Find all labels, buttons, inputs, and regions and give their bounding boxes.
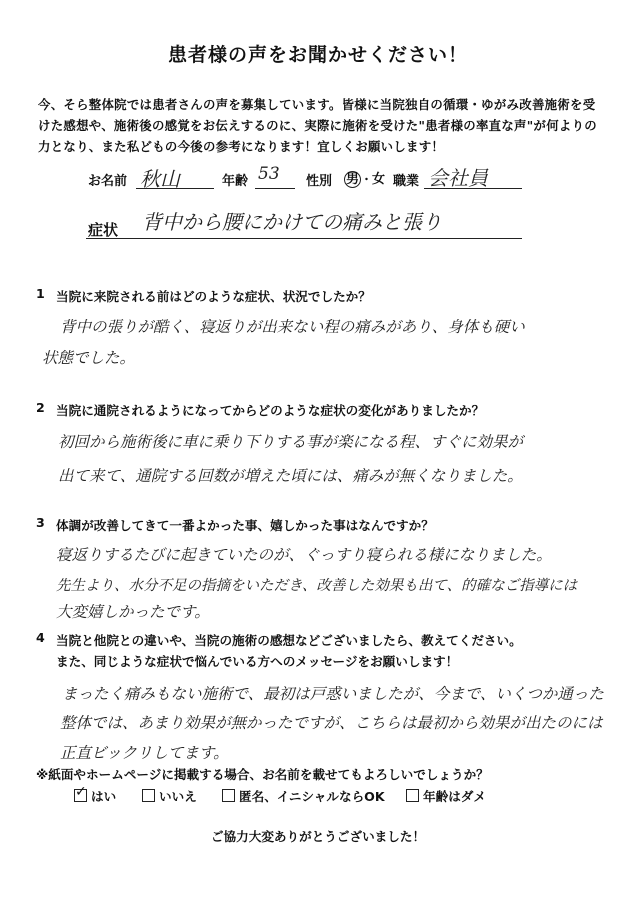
footer-thanks: ご協力大変ありがとうございました！	[210, 829, 426, 844]
q4-text: 当院と他院との違いや、当院の施術の感想などございましたら、教えてください。	[56, 633, 522, 648]
q2-number: 2	[36, 400, 45, 415]
q4-answer-line-2: 整体では、あまり効果が無かったですが、こちらは最初から効果が出たのには	[60, 714, 603, 732]
q4-answer-line-3: 正直ビックリしてます。	[60, 744, 229, 762]
q1-answer-line-2: 状態でした。	[42, 349, 136, 367]
job-value: 会社員	[428, 166, 488, 190]
consent-question: ※紙面やホームページに掲載する場合、お名前を載せてもよろしいでしょうか？	[36, 767, 489, 782]
q3-number: 3	[36, 515, 45, 530]
q2-answer-line-2: 出て来て、通院する回数が増えた頃には、痛みが無くなりました。	[58, 467, 523, 485]
symptom-underline	[86, 238, 522, 239]
consent-option-yes[interactable]: ✓ はい	[75, 784, 117, 804]
q3-answer-line-2: 先生より、水分不足の指摘をいただき、改善した効果も出て、的確なご指導には	[56, 578, 578, 594]
page-title: 患者様の声をお聞かせください！	[167, 44, 468, 66]
q2-text: 当院に通院されるようになってからどのような症状の変化がありましたか？	[56, 403, 485, 418]
q2-answer-line-1: 初回から施術後に車に乗り下りする事が楽になる程、すぐに効果が	[58, 433, 524, 451]
q3-answer-line-3: 大変嬉しかったです。	[56, 603, 210, 621]
job-underline	[424, 188, 522, 189]
sex-male-option: 男	[345, 172, 359, 187]
checkbox-yes[interactable]	[74, 784, 87, 802]
q4-number: 4	[36, 630, 45, 645]
age-value: 53	[258, 164, 280, 184]
checkbox-no[interactable]	[142, 789, 155, 802]
consent-option-no[interactable]: いいえ	[142, 786, 197, 805]
q3-answer-line-1: 寝返りするたびに起きていたのが、ぐっすり寝られる様になりました。	[56, 546, 552, 564]
q1-text: 当院に来院される前はどのような症状、状況でしたか？	[56, 289, 371, 304]
intro-text: 今、そら整体院では患者さんの声を募集しています。皆様に当院独自の循環・ゆがみ改善施術を受けた感想や、施術後の感覚をお伝えするのに、実際に施術を受けた"患者様の率直な声"が何よりの力となり、また私どもの今後の参考になります！宜しくお願いします！	[38, 97, 597, 154]
checkbox-no-age[interactable]	[406, 789, 419, 802]
job-label: 職業	[393, 174, 420, 189]
q4-answer-line-1: まったく痛みもない施術で、最初は戸惑いましたが、今まで、いくつか通った	[62, 685, 604, 703]
q4-text-2: また、同じような症状で悩んでいる方へのメッセージをお願いします！	[56, 654, 459, 669]
name-underline	[136, 188, 214, 189]
age-label: 年齢	[222, 174, 249, 189]
name-label: お名前	[88, 174, 128, 189]
symptom-label: 症状	[88, 221, 119, 239]
checkbox-anonymous[interactable]	[222, 789, 235, 802]
check-icon: ✓	[75, 784, 87, 800]
q1-answer-line-1: 背中の張りが酷く、寝返りが出来ない程の痛みがあり、身体も硬い	[60, 318, 525, 336]
consent-option-anonymous[interactable]: 匿名、イニシャルならOK	[222, 786, 385, 805]
age-underline	[255, 188, 295, 189]
sex-options: 男 ・女	[345, 172, 386, 187]
consent-option-no-age[interactable]: 年齢はダメ	[406, 786, 486, 805]
q1-number: 1	[36, 286, 45, 301]
name-value: 秋山	[140, 167, 180, 191]
sex-female-option: 女	[372, 172, 386, 187]
symptom-value: 背中から腰にかけての痛みと張り	[142, 210, 442, 234]
q3-text: 体調が改善してきて一番よかった事、嬉しかった事はなんですか？	[56, 518, 434, 533]
sex-label: 性別	[306, 174, 333, 189]
